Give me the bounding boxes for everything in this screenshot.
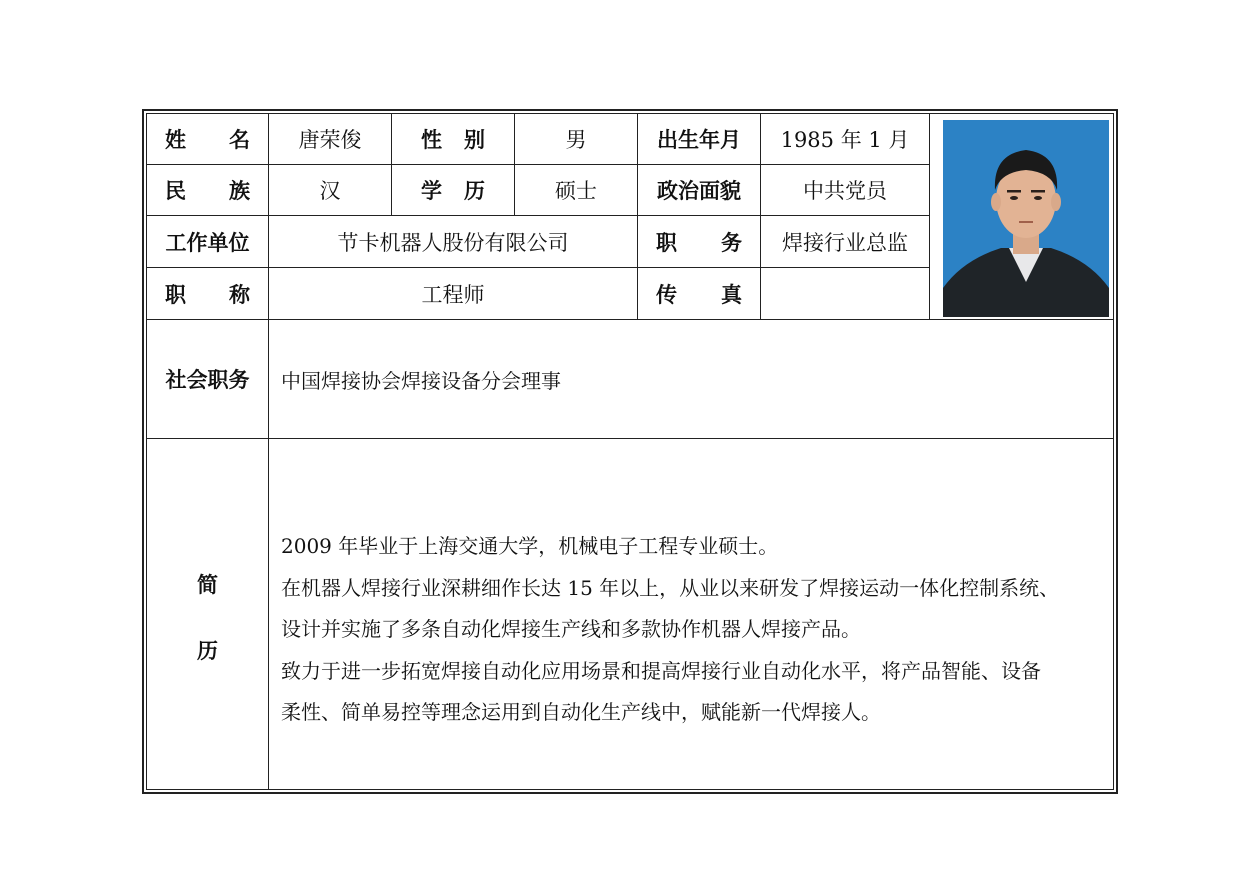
employer-value: 节卡机器人股份有限公司 bbox=[337, 230, 569, 255]
fax-label-char: 真 bbox=[721, 282, 742, 307]
position-label bbox=[638, 216, 760, 267]
gender-value: 男 bbox=[565, 128, 587, 152]
bio-line: 柔性、简单易控等理念运用到自动化生产线中，赋能新一代焊接人。 bbox=[281, 700, 881, 724]
profile-table bbox=[142, 109, 1118, 794]
position-label-char: 务 bbox=[721, 230, 742, 255]
education-label-char: 学 bbox=[421, 179, 442, 203]
name-label-char: 姓 bbox=[165, 128, 186, 152]
bio-text bbox=[281, 526, 1121, 734]
education-label bbox=[392, 165, 514, 215]
title-label-char: 称 bbox=[229, 282, 250, 307]
ethnicity-label-char: 民 bbox=[165, 179, 186, 203]
name-label-char: 名 bbox=[229, 128, 250, 152]
education-value: 硕士 bbox=[555, 179, 597, 203]
fax-label-char: 传 bbox=[656, 282, 677, 307]
employer-label: 工作单位 bbox=[165, 230, 250, 255]
bio-line: 设计并实施了多条自动化焊接生产线和多款协作机器人焊接产品。 bbox=[281, 617, 861, 641]
bio-label-char: 历 bbox=[197, 639, 218, 663]
col-divider bbox=[929, 114, 930, 319]
political-value: 中共党员 bbox=[803, 179, 887, 203]
fax-label bbox=[638, 268, 760, 319]
ethnicity-label bbox=[147, 165, 268, 215]
education-label-char: 历 bbox=[464, 179, 485, 203]
profile-table-inner bbox=[146, 113, 1114, 790]
row-divider bbox=[147, 438, 1113, 439]
position-label-char: 职 bbox=[656, 230, 677, 255]
social-value: 中国焊接协会焊接设备分会理事 bbox=[281, 368, 561, 393]
portrait-photo bbox=[943, 120, 1109, 317]
birth-value: 1985 年 1 月 bbox=[780, 128, 910, 152]
ethnicity-value: 汉 bbox=[319, 179, 341, 203]
portrait-illustration bbox=[943, 120, 1109, 317]
political-label: 政治面貌 bbox=[657, 179, 741, 203]
ethnicity-label-char: 族 bbox=[229, 179, 250, 203]
gender-label bbox=[392, 114, 514, 164]
fax-value bbox=[761, 268, 929, 319]
gender-label-char: 别 bbox=[464, 128, 485, 152]
bio-line: 在机器人焊接行业深耕细作长达 15 年以上，从业以来研发了焊接运动一体化控制系统、 bbox=[281, 575, 1060, 600]
title-value: 工程师 bbox=[421, 282, 485, 307]
bio-label-char: 简 bbox=[197, 573, 218, 597]
title-label bbox=[147, 268, 268, 319]
bio-line: 致力于进一步拓宽焊接自动化应用场景和提高焊接行业自动化水平，将产品智能、设备 bbox=[281, 658, 1041, 683]
name-value: 唐荣俊 bbox=[298, 128, 362, 152]
bio-line: 2009 年毕业于上海交通大学，机械电子工程专业硕士。 bbox=[281, 534, 779, 558]
position-value: 焊接行业总监 bbox=[782, 230, 908, 255]
title-label-char: 职 bbox=[165, 282, 186, 307]
social-label: 社会职务 bbox=[165, 368, 250, 392]
birth-label: 出生年月 bbox=[657, 128, 741, 152]
name-label bbox=[147, 114, 268, 164]
gender-label-char: 性 bbox=[421, 128, 442, 152]
